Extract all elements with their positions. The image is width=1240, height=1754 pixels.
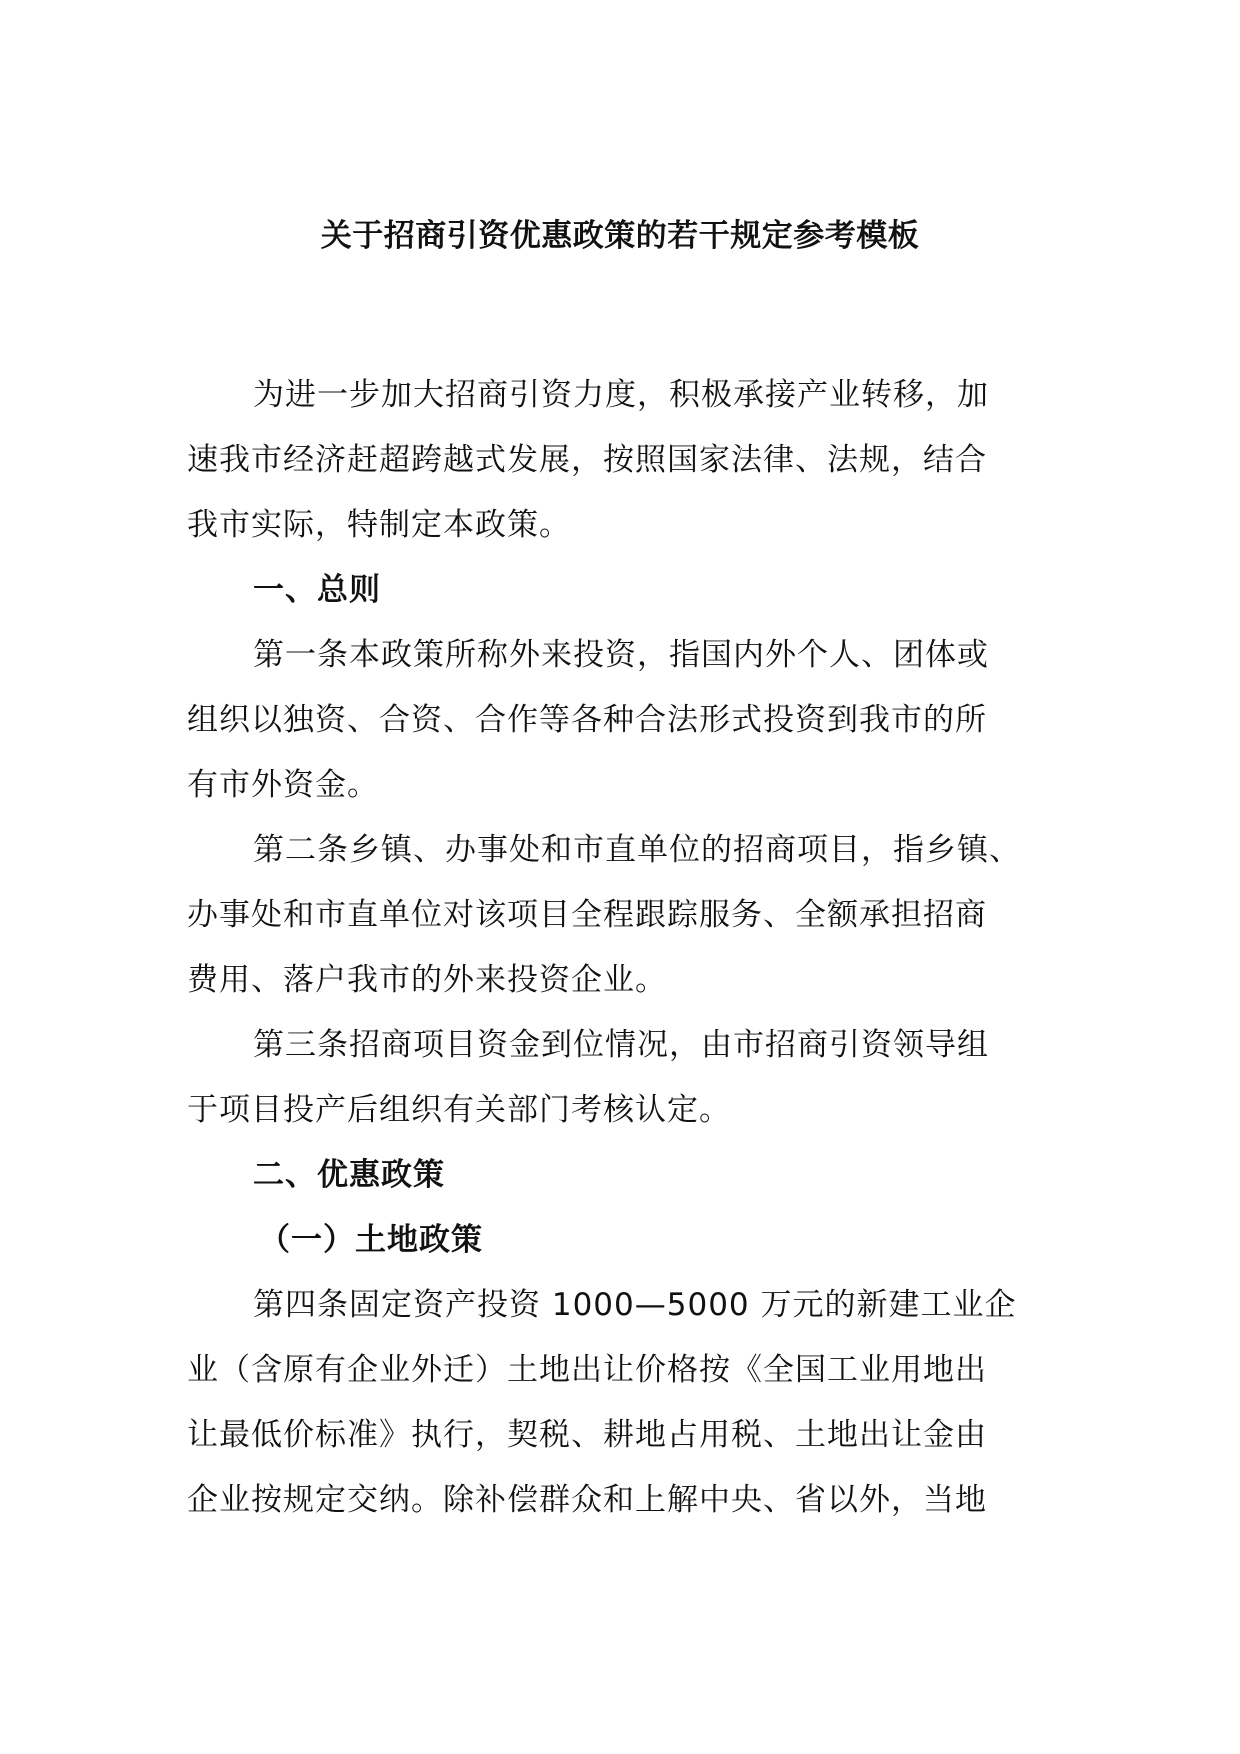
paragraph-line: 我市实际，特制定本政策。 (187, 507, 571, 543)
paragraph-line: 企业按规定交纳。除补偿群众和上解中央、省以外，当地 (187, 1482, 987, 1518)
paragraph-line: 办事处和市直单位对该项目全程跟踪服务、全额承担招商 (187, 897, 987, 933)
paragraph-line: 为进一步加大招商引资力度，积极承接产业转移，加 (253, 377, 989, 413)
paragraph-line: 速我市经济赶超跨越式发展，按照国家法律、法规，结合 (187, 442, 987, 478)
paragraph-line: 费用、落户我市的外来投资企业。 (187, 962, 667, 998)
paragraph-line: 组织以独资、合资、合作等各种合法形式投资到我市的所 (187, 702, 987, 738)
paragraph-line: 第一条本政策所称外来投资，指国内外个人、团体或 (253, 637, 989, 673)
paragraph-line: 于项目投产后组织有关部门考核认定。 (187, 1092, 731, 1128)
document-title: 关于招商引资优惠政策的若干规定参考模板 (320, 218, 920, 254)
section-heading: 二、优惠政策 (253, 1157, 445, 1193)
paragraph-line: 第四条固定资产投资 1000—5000 万元的新建工业企 (253, 1287, 1017, 1323)
paragraph-line: 让最低价标准》执行，契税、耕地占用税、土地出让金由 (187, 1417, 987, 1453)
paragraph-line: 第三条招商项目资金到位情况，由市招商引资领导组 (253, 1027, 989, 1063)
paragraph-line: 第二条乡镇、办事处和市直单位的招商项目，指乡镇、 (253, 832, 1021, 868)
subsection-heading: （一）土地政策 (259, 1222, 483, 1258)
paragraph-line: 有市外资金。 (187, 767, 379, 803)
section-heading: 一、总则 (253, 572, 381, 608)
paragraph-line: 业（含原有企业外迁）土地出让价格按《全国工业用地出 (187, 1352, 987, 1388)
